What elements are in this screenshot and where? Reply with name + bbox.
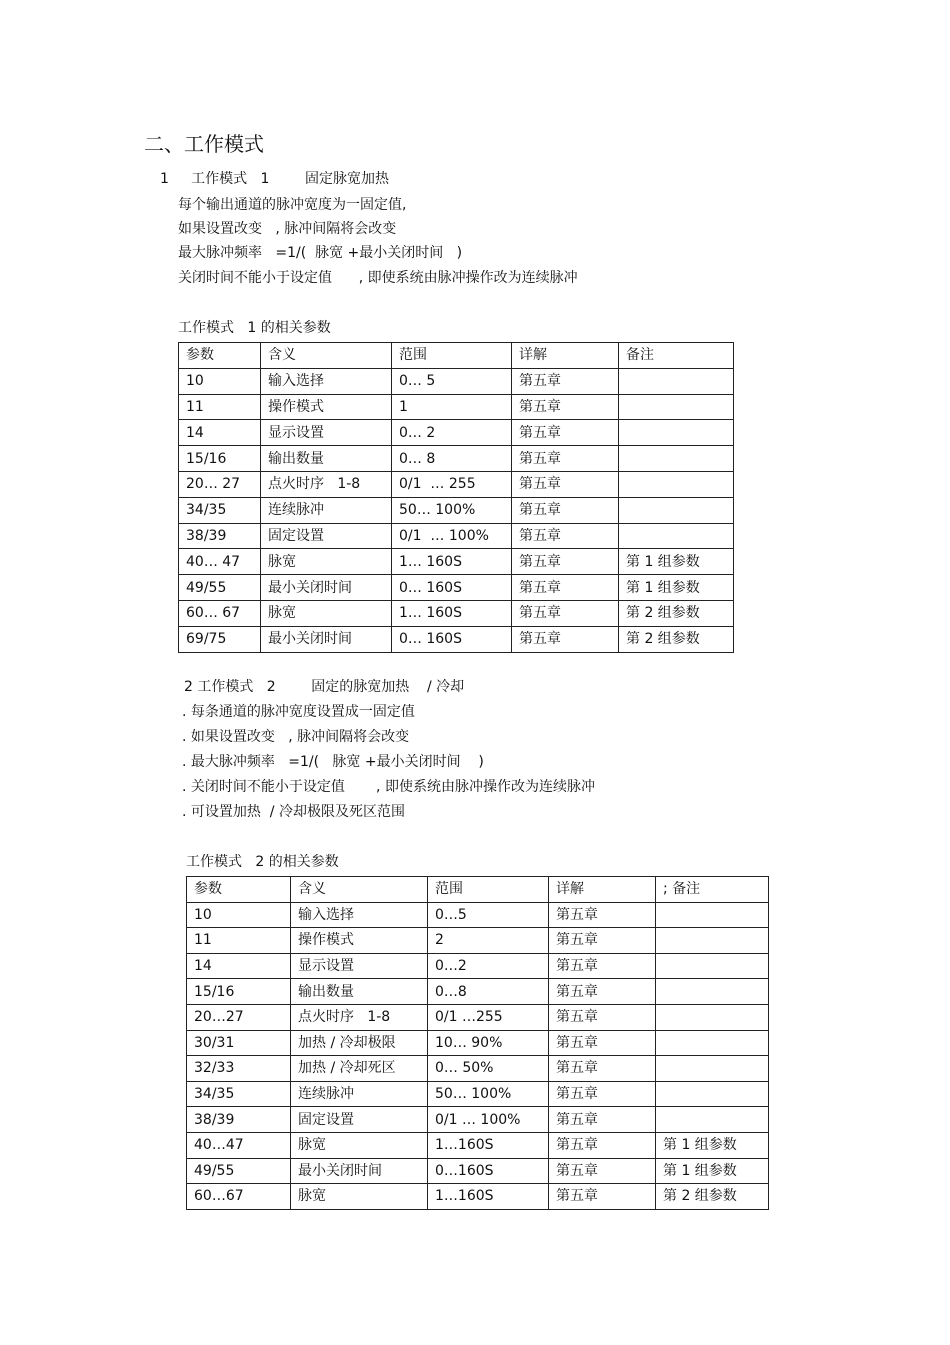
table-cell: 2 (428, 928, 549, 954)
table-cell: 脉宽 (261, 549, 392, 575)
table-cell: 第 2 组参数 (619, 626, 734, 652)
table-cell (656, 1107, 769, 1133)
table-cell: 0… 160S (392, 626, 512, 652)
table-cell: 输出数量 (261, 446, 392, 472)
table-cell: 1…160S (428, 1184, 549, 1210)
table-header-cell: 备注 (619, 343, 734, 369)
table-cell: 0/1 … 100% (392, 523, 512, 549)
mode2-line: . 关闭时间不能小于设定值 , 即使系统由脉冲操作改为连续脉冲 (182, 779, 595, 795)
table-cell (619, 394, 734, 420)
table-cell: 0… 50% (428, 1056, 549, 1082)
table-cell (619, 523, 734, 549)
mode2-line: . 每条通道的脉冲宽度设置成一固定值 (182, 704, 415, 720)
table-cell: 第五章 (512, 446, 619, 472)
table-cell: 第五章 (549, 1081, 656, 1107)
table-row (187, 1158, 769, 1184)
mode2-line: . 可设置加热 / 冷却极限及死区范围 (182, 804, 405, 820)
table-header-cell: 范围 (428, 877, 549, 903)
table-cell: 第五章 (512, 549, 619, 575)
table-cell: 0/1 … 100% (428, 1107, 549, 1133)
table-row (179, 368, 734, 394)
table-row (187, 928, 769, 954)
table-cell: 30/31 (187, 1030, 291, 1056)
table-header-row (179, 343, 734, 369)
table-cell: 15/16 (187, 979, 291, 1005)
table-cell: 输入选择 (261, 368, 392, 394)
table-cell: 加热 / 冷却极限 (291, 1030, 428, 1056)
table-row (179, 575, 734, 601)
table-cell: 脉宽 (291, 1184, 428, 1210)
mode1-line: 最大脉冲频率 =1/( 脉宽 +最小关闭时间 ) (178, 245, 463, 261)
table-row (179, 420, 734, 446)
mode1-line: 如果设置改变 , 脉冲间隔将会改变 (178, 221, 397, 237)
table-cell: 第五章 (512, 575, 619, 601)
table-cell: 60…67 (187, 1184, 291, 1210)
table-cell: 操作模式 (291, 928, 428, 954)
table-cell (619, 420, 734, 446)
table-cell: 34/35 (179, 497, 261, 523)
table-cell (619, 446, 734, 472)
table-row (179, 549, 734, 575)
table-header-cell: 详解 (512, 343, 619, 369)
table-cell: 连续脉冲 (261, 497, 392, 523)
mode2-table-caption: 工作模式 2 的相关参数 (186, 854, 339, 870)
table-cell: 0…2 (428, 953, 549, 979)
table-cell: 固定设置 (261, 523, 392, 549)
table-cell (656, 928, 769, 954)
table-row (187, 1107, 769, 1133)
table-cell: 11 (187, 928, 291, 954)
table-header-cell: 参数 (179, 343, 261, 369)
table-cell: 1… 160S (392, 549, 512, 575)
table-cell: 0…8 (428, 979, 549, 1005)
table-cell: 1 (392, 394, 512, 420)
table-cell: 第五章 (549, 1184, 656, 1210)
table-cell (619, 368, 734, 394)
table-row (187, 1184, 769, 1210)
table-cell: 0… 2 (392, 420, 512, 446)
table-header-cell: ; 备注 (656, 877, 769, 903)
table-cell: 输入选择 (291, 902, 428, 928)
table-cell: 第 1 组参数 (619, 549, 734, 575)
table-cell: 14 (179, 420, 261, 446)
table-cell (656, 1030, 769, 1056)
table-cell: 第五章 (512, 368, 619, 394)
table-cell: 10 (179, 368, 261, 394)
table-cell: 第五章 (512, 626, 619, 652)
table-row (179, 600, 734, 626)
mode1-heading: 1 工作模式 1 固定脉宽加热 (160, 171, 390, 187)
table-cell: 第五章 (549, 1056, 656, 1082)
table-cell: 第五章 (549, 928, 656, 954)
table-cell (656, 953, 769, 979)
mode1-line: 每个输出通道的脉冲宽度为一固定值, (178, 197, 407, 213)
table-cell: 第五章 (549, 1132, 656, 1158)
table-cell: 0… 8 (392, 446, 512, 472)
table-header-cell: 范围 (392, 343, 512, 369)
table-cell: 第五章 (549, 1004, 656, 1030)
table-cell: 11 (179, 394, 261, 420)
table-cell: 第 1 组参数 (656, 1158, 769, 1184)
table-cell (656, 1056, 769, 1082)
table-cell: 50… 100% (428, 1081, 549, 1107)
mode1-table-caption: 工作模式 1 的相关参数 (178, 320, 331, 336)
table-row (187, 1081, 769, 1107)
table-row (179, 497, 734, 523)
table-cell: 最小关闭时间 (261, 626, 392, 652)
table-cell: 第五章 (549, 979, 656, 1005)
table-cell: 15/16 (179, 446, 261, 472)
table-cell: 第 2 组参数 (656, 1184, 769, 1210)
table-cell: 显示设置 (291, 953, 428, 979)
table-cell: 点火时序 1-8 (261, 471, 392, 497)
table-cell: 40…47 (187, 1132, 291, 1158)
table-cell: 第 2 组参数 (619, 600, 734, 626)
table-cell (656, 979, 769, 1005)
table-row (179, 523, 734, 549)
section-title: 二、工作模式 (144, 132, 264, 156)
table-cell: 20…27 (187, 1004, 291, 1030)
table-cell: 20… 27 (179, 471, 261, 497)
table-cell: 最小关闭时间 (291, 1158, 428, 1184)
table-cell: 第五章 (512, 600, 619, 626)
mode2-line: . 最大脉冲频率 =1/( 脉宽 +最小关闭时间 ) (182, 754, 484, 770)
table-row (187, 953, 769, 979)
table-cell: 49/55 (187, 1158, 291, 1184)
table-cell: 脉宽 (261, 600, 392, 626)
table-cell: 加热 / 冷却死区 (291, 1056, 428, 1082)
table-cell: 操作模式 (261, 394, 392, 420)
table-cell: 10… 90% (428, 1030, 549, 1056)
table-row (187, 1056, 769, 1082)
table-cell: 第五章 (549, 1158, 656, 1184)
table-cell: 60… 67 (179, 600, 261, 626)
table-cell: 最小关闭时间 (261, 575, 392, 601)
table-cell: 0…5 (428, 902, 549, 928)
table-cell: 0… 5 (392, 368, 512, 394)
table-cell: 32/33 (187, 1056, 291, 1082)
table-cell: 14 (187, 953, 291, 979)
table-header-cell: 参数 (187, 877, 291, 903)
table-cell: 第 1 组参数 (656, 1132, 769, 1158)
table-row (179, 446, 734, 472)
table-cell: 50… 100% (392, 497, 512, 523)
table-cell: 第五章 (512, 420, 619, 446)
table-cell (656, 902, 769, 928)
table-cell: 40… 47 (179, 549, 261, 575)
table-header-cell: 含义 (261, 343, 392, 369)
mode1-line: 关闭时间不能小于设定值 , 即使系统由脉冲操作改为连续脉冲 (178, 270, 578, 286)
table-cell: 第 1 组参数 (619, 575, 734, 601)
table-row (179, 471, 734, 497)
table-cell: 第五章 (549, 1107, 656, 1133)
table-row (187, 1004, 769, 1030)
table-header-cell: 详解 (549, 877, 656, 903)
mode2-parameter-table (186, 876, 769, 1210)
table-row (187, 979, 769, 1005)
table-cell: 固定设置 (291, 1107, 428, 1133)
table-cell: 1…160S (428, 1132, 549, 1158)
table-cell (656, 1004, 769, 1030)
table-row (179, 626, 734, 652)
table-cell (656, 1081, 769, 1107)
table-cell: 显示设置 (261, 420, 392, 446)
table-cell: 第五章 (512, 471, 619, 497)
table-cell: 38/39 (187, 1107, 291, 1133)
table-header-cell: 含义 (291, 877, 428, 903)
table-row (187, 1030, 769, 1056)
table-cell (619, 497, 734, 523)
table-row (187, 1132, 769, 1158)
table-cell: 69/75 (179, 626, 261, 652)
table-cell: 0…160S (428, 1158, 549, 1184)
table-cell: 第五章 (512, 497, 619, 523)
table-cell: 输出数量 (291, 979, 428, 1005)
table-cell: 0… 160S (392, 575, 512, 601)
table-cell: 第五章 (549, 1030, 656, 1056)
mode1-parameter-table (178, 342, 734, 653)
table-row (187, 902, 769, 928)
table-cell: 连续脉冲 (291, 1081, 428, 1107)
table-row (179, 394, 734, 420)
table-cell (619, 471, 734, 497)
table-cell: 0/1 …255 (428, 1004, 549, 1030)
table-cell: 38/39 (179, 523, 261, 549)
mode2-line: . 如果设置改变 , 脉冲间隔将会改变 (182, 729, 410, 745)
mode2-heading: 2 工作模式 2 固定的脉宽加热 / 冷却 (184, 679, 465, 695)
table-cell: 第五章 (549, 953, 656, 979)
table-cell: 第五章 (549, 902, 656, 928)
table-cell: 点火时序 1-8 (291, 1004, 428, 1030)
table-cell: 脉宽 (291, 1132, 428, 1158)
table-cell: 10 (187, 902, 291, 928)
table-header-row (187, 877, 769, 903)
table-cell: 49/55 (179, 575, 261, 601)
table-cell: 第五章 (512, 394, 619, 420)
table-cell: 第五章 (512, 523, 619, 549)
table-cell: 34/35 (187, 1081, 291, 1107)
table-cell: 0/1 … 255 (392, 471, 512, 497)
table-cell: 1… 160S (392, 600, 512, 626)
